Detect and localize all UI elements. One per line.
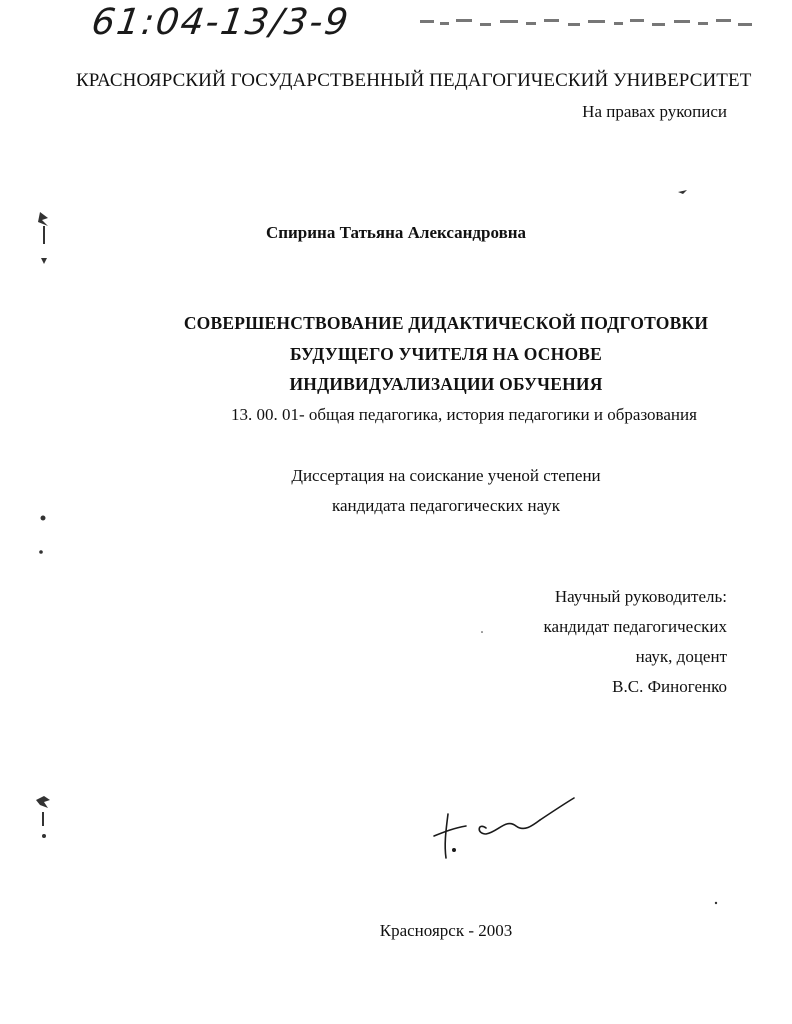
speck-mark	[39, 550, 43, 554]
speck-mark	[41, 258, 47, 264]
speck-mark	[41, 516, 46, 521]
supervisor-heading: Научный руководитель:	[554, 587, 727, 606]
archive-stamp: 61:04-13/3-9	[89, 2, 353, 43]
thesis-title-line: БУДУЩЕГО УЧИТЕЛЯ НА ОСНОВЕ	[289, 344, 603, 364]
supervisor-rank: наук, доцент	[635, 647, 727, 666]
speck-mark	[678, 190, 687, 194]
handwritten-signature	[428, 792, 588, 872]
speck-mark	[42, 812, 44, 826]
manuscript-rights: На правах рукописи	[582, 102, 727, 121]
university-name: КРАСНОЯРСКИЙ ГОСУДАРСТВЕННЫЙ ПЕДАГОГИЧЕСКИЙ УНИВЕРСИТЕТ	[76, 70, 752, 91]
city-year: Красноярск - 2003	[379, 921, 513, 940]
speck-mark	[715, 902, 717, 904]
supervisor-degree: кандидат педагогических	[543, 617, 727, 636]
degree-statement: кандидата педагогических наук	[331, 496, 561, 515]
speck-mark	[481, 631, 483, 633]
degree-statement: Диссертация на соискание ученой степени	[291, 466, 601, 485]
thesis-title-line: ИНДИВИДУАЛИЗАЦИИ ОБУЧЕНИЯ	[289, 374, 603, 394]
stamp-dotted-trail	[420, 14, 760, 32]
speck-mark	[36, 796, 50, 808]
specialty-code: 13. 00. 01- общая педагогика, история педагогики и образования	[231, 405, 697, 424]
supervisor-name: В.С. Финогенко	[612, 677, 727, 696]
thesis-title-line: СОВЕРШЕНСТВОВАНИЕ ДИДАКТИЧЕСКОЙ ПОДГОТОВКИ	[183, 313, 709, 333]
author-name: Спирина Татьяна Александровна	[265, 223, 527, 242]
speck-mark	[42, 834, 46, 838]
